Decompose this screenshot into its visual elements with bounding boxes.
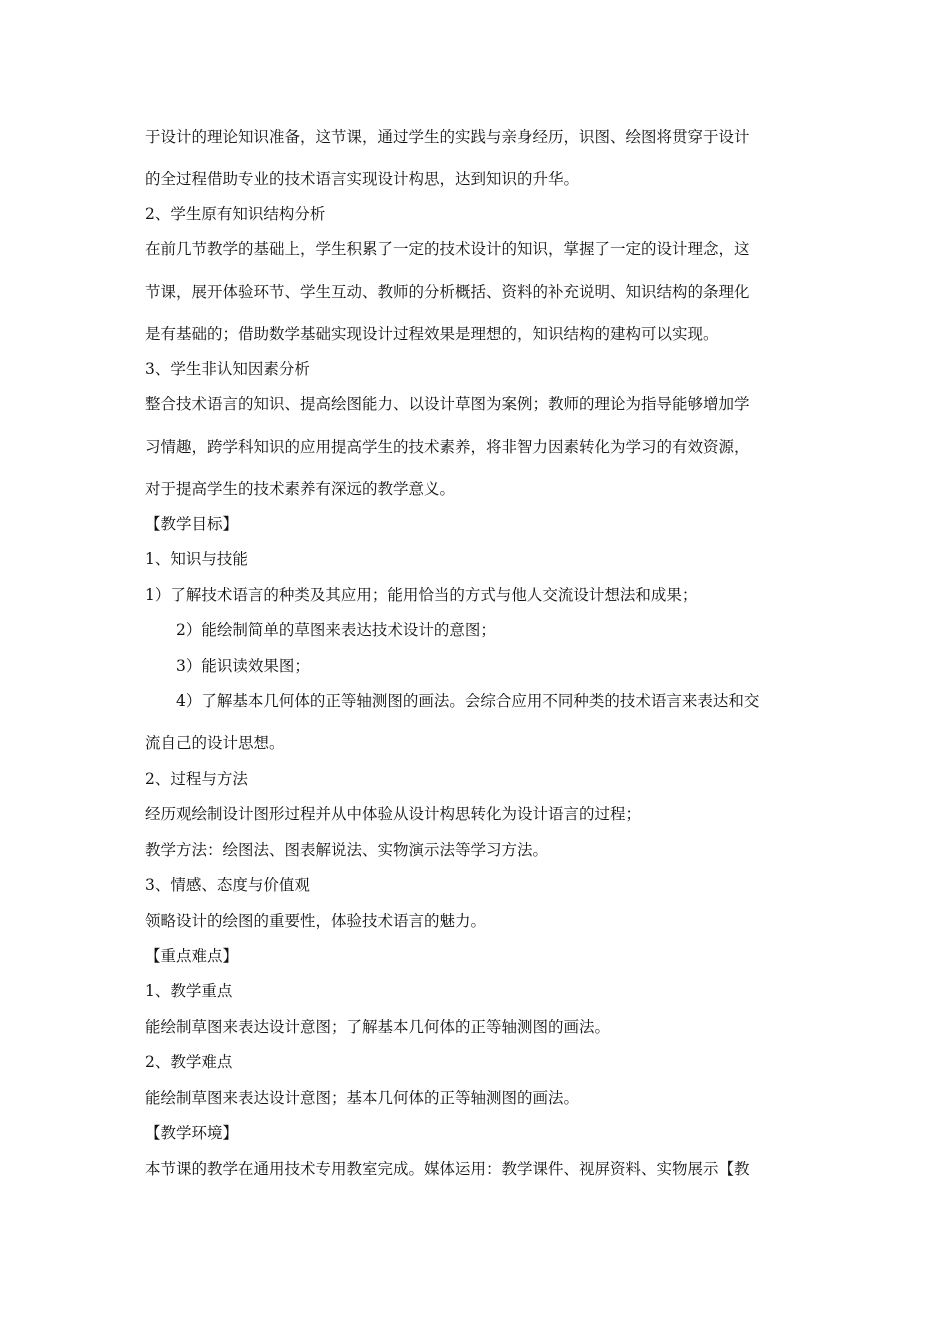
paragraph-line: 是有基础的；借助数学基础实现设计过程效果是理想的，知识结构的建构可以实现。 <box>145 325 719 343</box>
paragraph-line: 的全过程借助专业的技术语言实现设计构思，达到知识的升华。 <box>145 170 580 188</box>
paragraph-line: 在前几节教学的基础上，学生积累了一定的技术设计的知识，掌握了一定的设计理念，这 <box>145 240 750 258</box>
bracket-heading: 【教学目标】 <box>145 515 239 533</box>
section-heading: 3、情感、态度与价值观 <box>145 876 310 894</box>
list-item: 3）能识读效果图； <box>176 657 310 675</box>
list-item: 2）能绘制简单的草图来表达技术设计的意图； <box>176 621 496 639</box>
paragraph-line: 对于提高学生的技术素养有深远的教学意义。 <box>145 480 456 498</box>
paragraph-line: 整合技术语言的知识、提高绘图能力、以设计草图为案例；教师的理论为指导能够增加学 <box>145 395 750 413</box>
paragraph-line: 能绘制草图来表达设计意图；了解基本几何体的正等轴测图的画法。 <box>145 1018 611 1036</box>
paragraph-line: 教学方法：绘图法、图表解说法、实物演示法等学习方法。 <box>145 841 549 859</box>
paragraph-line: 本节课的教学在通用技术专用教室完成。媒体运用：教学课件、视屏资料、实物展示【教 <box>145 1160 750 1178</box>
bracket-heading: 【教学环境】 <box>145 1124 239 1142</box>
list-item: 4）了解基本几何体的正等轴测图的画法。会综合应用不同种类的技术语言来表达和交 <box>176 692 760 710</box>
list-item: 1）了解技术语言的种类及其应用；能用恰当的方式与他人交流设计想法和成果； <box>145 586 698 604</box>
section-heading: 2、过程与方法 <box>145 770 248 788</box>
paragraph-line: 流自己的设计思想。 <box>145 734 285 752</box>
paragraph-line: 领略设计的绘图的重要性，体验技术语言的魅力。 <box>145 912 487 930</box>
section-heading: 3、学生非认知因素分析 <box>145 360 310 378</box>
section-heading: 2、学生原有知识结构分析 <box>145 205 326 223</box>
section-heading: 1、教学重点 <box>145 982 233 1000</box>
section-heading: 1、知识与技能 <box>145 550 248 568</box>
paragraph-line: 节课，展开体验环节、学生互动、教师的分析概括、资料的补充说明、知识结构的条理化 <box>145 283 750 301</box>
section-heading: 2、教学难点 <box>145 1053 233 1071</box>
paragraph-line: 能绘制草图来表达设计意图；基本几何体的正等轴测图的画法。 <box>145 1089 580 1107</box>
paragraph-line: 习情趣，跨学科知识的应用提高学生的技术素养，将非智力因素转化为学习的有效资源， <box>145 438 750 456</box>
paragraph-line: 经历观绘制设计图形过程并从中体验从设计构思转化为设计语言的过程； <box>145 805 642 823</box>
bracket-heading: 【重点难点】 <box>145 947 239 965</box>
paragraph-line: 于设计的理论知识准备，这节课，通过学生的实践与亲身经历，识图、绘图将贯穿于设计 <box>145 128 750 146</box>
